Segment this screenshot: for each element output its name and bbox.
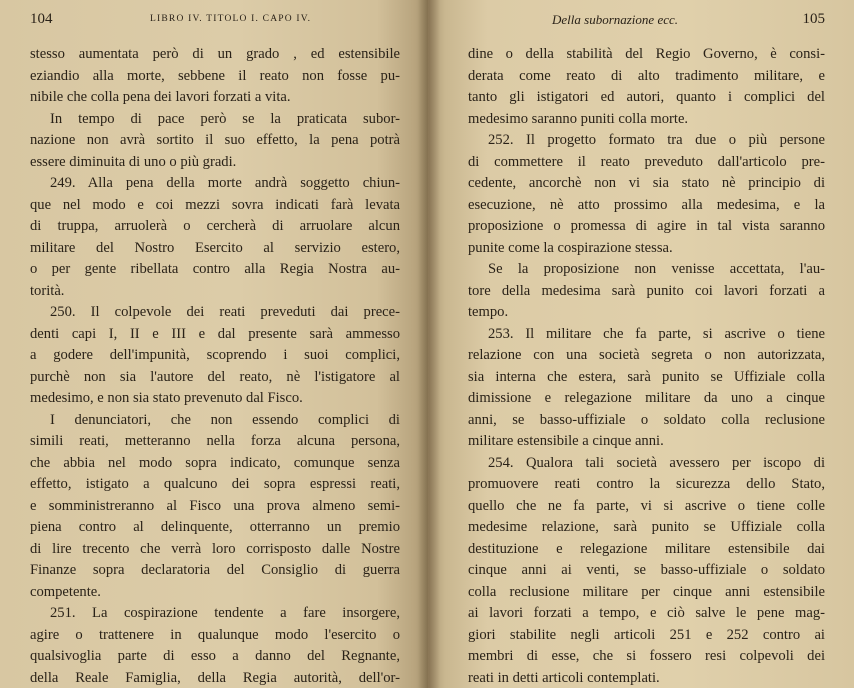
text-line: qualsivoglia parte di esso a danno del Regnante,	[30, 648, 400, 664]
text-line: purchè non sia l'autore del reato, nè l'istigatore al	[30, 368, 400, 385]
text-line: medesimo saranno puniti colla morte.	[468, 110, 689, 127]
text-line: cinque anni ai venti, se basso-uffiziale o soldato	[468, 562, 825, 578]
text-line: promuovere reati contro la sicurezza dello Stato,	[468, 476, 825, 492]
text-line: membri di esse, che si fossero resi colpevoli dei	[468, 648, 825, 664]
text-line: agire o trattenere in qualunque modo l'esercito o	[30, 626, 400, 643]
text-line: di commettere il reato preveduto dall'articolo pre-	[468, 153, 825, 170]
text-line: tore della medesima sarà punito coi lavori forzati a	[468, 282, 825, 299]
text-line: I denunciatori, che non essendo complici di	[50, 411, 400, 428]
text-line: In tempo di pace però se la praticata subor-	[50, 110, 400, 127]
text-line: nazione non avrà sortito il suo effetto, la pena potrà	[30, 132, 400, 148]
left-page-text	[30, 44, 400, 688]
text-line: derata come reato di alto tradimento militare, e	[468, 67, 825, 84]
text-line: competente.	[30, 583, 101, 600]
text-line: quello che ne fa parte, vi si ascrive o tiene colle	[468, 497, 825, 514]
right-page-header	[470, 12, 825, 30]
text-line: ai lavori forzati a tempo, e ciò salve le pene mag-	[468, 605, 825, 621]
text-line: eziandio alla morte, sebbene il reato non fosse pu-	[30, 67, 400, 84]
text-line: di truppa, arruolerà o cercherà di arruolare alcun	[30, 218, 400, 234]
text-line: 250. Il colpevole dei reati preveduti dai prece-	[50, 304, 400, 320]
text-line: dine o della stabilità del Regio Governo, è consi-	[468, 46, 825, 62]
text-line: 254. Qualora tali società avessero per iscopo di	[488, 454, 825, 471]
text-line: tanto gli istigatori ed autori, quanto i complici del	[468, 89, 825, 105]
text-line: esecuzione, nè atto prossimo alla medesima, e la	[468, 196, 825, 213]
left-page-number: 104	[30, 11, 53, 27]
text-line: anni, se basso-uffiziale o soldato colla reclusione	[468, 411, 825, 428]
text-line: militare estensibile a cinque anni.	[468, 433, 664, 449]
text-line: denti capi I, II e III e dal presente sarà ammesso	[30, 325, 400, 342]
text-line: e somministreranno al Fisco una prova almeno semi-	[30, 497, 400, 514]
text-line: 253. Il militare che fa parte, si ascrive o tiene	[488, 325, 825, 342]
text-line: reati in detti articoli contemplati.	[468, 669, 660, 686]
text-line: 252. Il progetto formato tra due o più persone	[488, 132, 825, 148]
text-line: punite come la cospirazione stessa.	[468, 239, 673, 256]
text-line: militare del Nostro Esercito al servizio estero,	[30, 239, 400, 256]
text-line: a godere dell'impunità, scoprendo i suoi complici,	[30, 347, 400, 363]
text-line: simili reati, metteranno nella forza alcuna persona,	[30, 433, 400, 449]
text-line: di lire trecento che verrà loro corrisposto dalle Nostre	[30, 540, 400, 557]
text-line: o per gente ribellata contro alla Regia Nostra au-	[30, 261, 400, 277]
left-page-header	[30, 12, 400, 30]
right-page-number: 105	[802, 11, 825, 27]
left-running-head: LIBRO IV. TITOLO I. CAPO IV.	[150, 14, 312, 24]
text-line: effetto, istigato a qualcuno dei sopra espressi reati,	[30, 476, 400, 492]
right-page	[428, 0, 854, 688]
text-line: Finanze sopra declaratoria del Consiglio di guerra	[30, 562, 400, 578]
text-line: dimissione e relegazione militare da uno a cinque	[468, 390, 825, 406]
text-line: relazione con una società segreta o non autorizzata,	[468, 347, 825, 363]
text-line: torità.	[30, 282, 65, 299]
text-line: proposizione o promessa di agire in tal vista saranno	[468, 218, 825, 234]
text-line: che abbia nel modo sopra indicato, comunque senza	[30, 454, 400, 471]
text-line: cedente, ancorchè non vi sia stato nè principio di	[468, 175, 825, 191]
text-line: medesimo, e non sia stato prevenuto dal Fisco.	[30, 390, 303, 406]
text-line: medesime relazione, sarà punito se Uffiziale colla	[468, 519, 825, 535]
right-running-head: Della subornazione ecc.	[552, 12, 679, 27]
text-line: sia interna che estera, sarà punito se Uffiziale colla	[468, 368, 825, 385]
right-page-text	[468, 44, 825, 688]
text-line: stesso aumentata però di un grado , ed estensibile	[30, 46, 400, 62]
text-line: colla reclusione militare per cinque anni estensibile	[468, 583, 825, 600]
text-line: que nel modo e coi mezzi sovra indicati farà levata	[30, 196, 400, 213]
text-line: della Reale Famiglia, della Regia autorità, dell'or-	[30, 669, 400, 686]
text-line: Se la proposizione non venisse accettata, l'au-	[488, 261, 825, 277]
text-line: essere diminuita di uno o più gradi.	[30, 153, 237, 170]
text-line: destituzione e relegazione militare estensibile dai	[468, 540, 825, 557]
text-line: 251. La cospirazione tendente a fare insorgere,	[50, 605, 400, 621]
text-line: tempo.	[468, 304, 509, 320]
text-line: piena contro al delinquente, otterranno un premio	[30, 519, 400, 535]
text-line: nibile che colla pena dei lavori forzati a vita.	[30, 89, 291, 105]
text-line: 249. Alla pena della morte andrà soggetto chiun-	[50, 175, 400, 191]
text-line: giori stabilite negli articoli 251 e 252 contro ai	[468, 626, 825, 643]
